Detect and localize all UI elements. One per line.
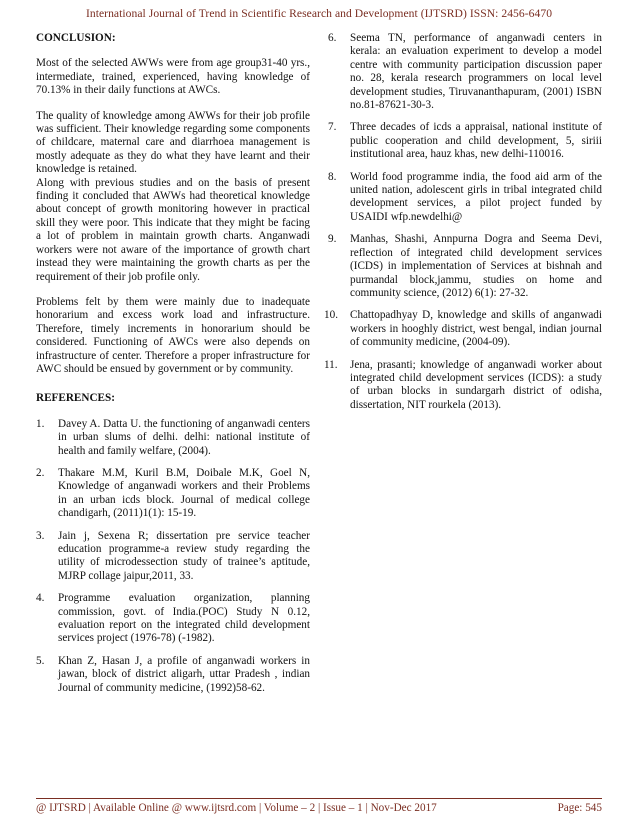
reference-item-6 <box>328 32 602 112</box>
journal-header: International Journal of Trend in Scientific Research and Development (IJTSRD) ISSN: 2456-6470 <box>85 7 553 20</box>
reference-number: 9. <box>328 233 337 246</box>
reference-item-11 <box>324 358 602 413</box>
page-footer <box>36 798 602 814</box>
reference-item-9 <box>328 233 602 300</box>
reference-number: 3. <box>36 529 45 542</box>
reference-item-4 <box>36 592 310 646</box>
reference-item-2 <box>36 467 310 521</box>
footer-publication-info: @ IJTSRD | Available Online @ www.ijtsrd.com | Volume – 2 | Issue – 1 | Nov-Dec 2017 <box>36 802 437 814</box>
conclusion-heading: CONCLUSION: <box>36 32 116 44</box>
left-column <box>36 32 310 704</box>
reference-text: Chattopadhyay D, knowledge and skills of anganwadi workers in hooghly district, west bengal, indian journal of community medicine, (2004-09). <box>350 309 602 349</box>
reference-item-1 <box>36 418 310 458</box>
reference-text: Davey A. Datta U. the functioning of anganwadi centers in urban slums of delhi. delhi: national institute of health and family welfare, (2004). <box>58 417 310 457</box>
references-heading: REFERENCES: <box>36 392 115 405</box>
reference-text: World food programme india, the food aid arm of the united nation, adolescent girls in tribal integrated child development services, a pilot project funded by USAIDI wfp.newdelhi@ <box>350 170 602 223</box>
reference-number: 2. <box>36 466 45 479</box>
reference-number: 11. <box>324 358 338 371</box>
reference-text: Three decades of icds a appraisal, national institute of public cooperation and child development, 5, siriii institutional area, hauz khas, new delhi-110016. <box>350 121 602 161</box>
conclusion-paragraph-3: Along with previous studies and on the basis of present finding it concluded that AWWs had theoretical knowledge about concept of growth monitoring however in practical skill they were poor. This indicate that they might be facing a lot of problem in maintain growth charts. Anganwadi workers were not aware of the importance of growth chart instead they were maintaining the growth charts as per the requirement of their job profile only. <box>36 176 310 283</box>
right-column <box>324 32 602 421</box>
reference-text: Programme evaluation organization, planning commission, govt. of India.(POC) Study N 0.12, evaluation report on the integrated child development services project (1976-78) (-1982). <box>58 592 310 645</box>
reference-item-10 <box>324 309 602 349</box>
conclusion-paragraph-2: The quality of knowledge among AWWs for their job profile was sufficient. Their knowledge regarding some components of childcare, maternal care and diarrhoea management is mostly adequate as they do what they have learnt and their knowledge is retained. <box>36 109 310 176</box>
reference-text: Seema TN, performance of anganwadi centers in kerala: an evaluation experiment to develop a model centre with community participation discussion paper no. 28, kerala research programmers on local level development studies, Tiruvananthapuram, (2001) ISBN no.81-87621-30-3. <box>350 32 602 112</box>
reference-item-3 <box>36 530 310 584</box>
reference-text: Khan Z, Hasan J, a profile of anganwadi workers in jawan, block of district aligarh, uttar Pradesh , indian Journal of community medicine, (1992)58-62. <box>58 654 310 694</box>
reference-number: 5. <box>36 654 45 667</box>
reference-number: 4. <box>36 592 45 605</box>
footer-page-number: Page: 545 <box>557 802 602 814</box>
reference-text: Manhas, Shashi, Annpurna Dogra and Seema Devi, reflection of integrated child development services (ICDS) in implementation of Services at bishnah and purmandal block,jammu, studies on home and community science, (2012) 6(1): 27-32. <box>350 233 602 299</box>
reference-item-5 <box>36 655 310 695</box>
reference-list-left <box>36 418 310 695</box>
conclusion-paragraph-4: Problems felt by them were mainly due to inadequate honorarium and excess work load and infrastructure. Therefore, timely increments in honorarium should be considered. Functioning of AWCs were also depends on infrastructure of center. Therefore a proper infrastructure for AWC should be ensued by government or by community. <box>36 295 310 375</box>
reference-number: 8. <box>328 170 337 183</box>
reference-number: 6. <box>328 32 337 44</box>
reference-item-7 <box>328 121 602 161</box>
reference-text: Jena, prasanti; knowledge of anganwadi worker about integrated child development services (ICDS): a study of urban blocks in sundargarh district of odisha, dissertation, NIT rourkela (2013). <box>350 358 602 411</box>
conclusion-paragraph-1: Most of the selected AWWs were from age group31-40 yrs., intermediate, trained, experienced, having knowledge of 70.13% in their daily functions at AWCs. <box>36 57 310 97</box>
reference-text: Thakare M.M, Kuril B.M, Doibale M.K, Goel N, Knowledge of anganwadi workers and their Problems in an urban icds block. Journal of medical college chandigarh, (2011)1(1): 15-19. <box>58 466 310 520</box>
reference-number: 10. <box>324 309 338 322</box>
reference-list-right <box>324 32 602 412</box>
reference-text: Jain j, Sexena R; dissertation pre service teacher education programme-a review study regarding the utility of microdessection study of trainee’s aptitude, MJRP collage jaipur,2011, 33. <box>58 529 310 582</box>
reference-number: 7. <box>328 121 337 134</box>
reference-number: 1. <box>36 417 45 430</box>
reference-item-8 <box>328 171 602 225</box>
